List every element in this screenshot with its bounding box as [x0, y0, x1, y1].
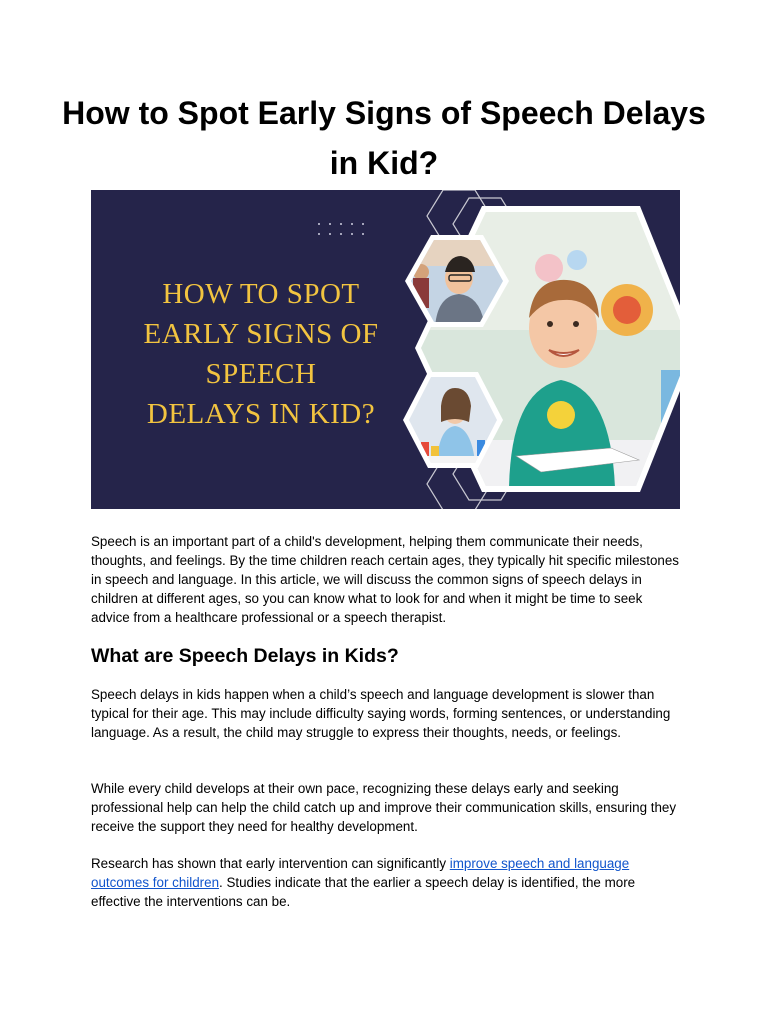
speech-outcomes-link[interactable]: improve speech and language outcomes for children	[91, 856, 630, 890]
banner-image	[91, 190, 680, 509]
banner-line: EARLY SIGNS OF	[143, 318, 379, 350]
banner-line: HOW TO SPOT	[162, 278, 360, 310]
dot-grid-decoration	[318, 223, 364, 235]
paragraph-research-text: Research has shown that early intervention can significantly	[91, 856, 450, 871]
paragraph-research-text-end: . Studies indicate that the earlier a speech delay is identified, the more effective the interventions can be.	[91, 875, 636, 909]
article-title: How to Spot Early Signs of Speech Delays in Kid?	[62, 95, 706, 181]
paragraph-development: While every child develops at their own pace, recognizing these delays early and seeking professional help can help the child catch up and improve their communication skills, ensuring they receive the support they need for healthy development.	[91, 781, 677, 834]
paragraph-definition: Speech delays in kids happen when a child’s speech and language development is slower than typical for their age. This may include difficulty saying words, forming sentences, or understanding language. As a result, the child may struggle to express their thoughts, needs, or feelings.	[91, 687, 671, 740]
section-heading: What are Speech Delays in Kids?	[91, 645, 399, 667]
banner-line: SPEECH	[205, 358, 317, 390]
banner-headline	[111, 274, 411, 434]
intro-paragraph: Speech is an important part of a child's development, helping them communicate their needs, thoughts, and feelings. By the time children reach certain ages, they typically hit specific milestones in speech and language. In this article, we will discuss the common signs of speech delays in children at different ages, so you can know what to look for and when it might be time to seek advice from a healthcare professional or a speech therapist.	[91, 534, 680, 625]
paragraph-research	[91, 854, 681, 911]
banner-line: DELAYS IN KID?	[146, 398, 376, 430]
